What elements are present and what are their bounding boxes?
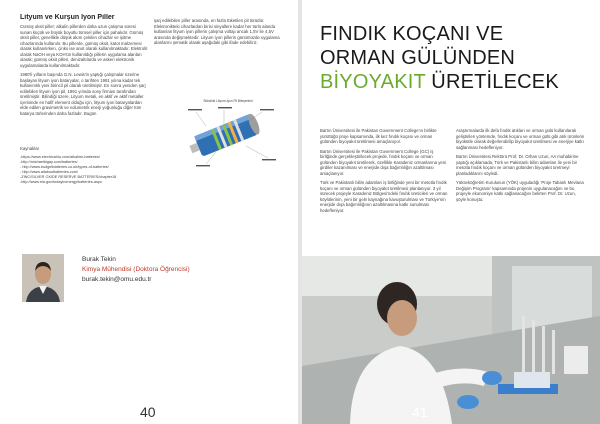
left-page bbox=[0, 0, 298, 424]
reference-item: -https://www.electrical4u.com/alkaline-batteries/ bbox=[20, 154, 100, 159]
left-column-1 bbox=[20, 14, 148, 164]
right-column-2 bbox=[456, 128, 586, 256]
lab-photo bbox=[302, 256, 600, 424]
title-line-3 bbox=[320, 70, 590, 94]
page-number: 40 bbox=[140, 404, 156, 420]
battery-diagram-svg bbox=[176, 96, 280, 174]
title-line-2: ORMAN GÜLÜNDEN bbox=[320, 47, 516, 69]
section-heading: Lityum ve Kurşun İyon Piller bbox=[20, 14, 115, 21]
right-page bbox=[302, 0, 600, 424]
paragraph: Araştırmalarda ilk defa fındık atıkları ve orman gülü kullanılarak geliştirilen yöntemde, fındık koçanı ve orman gülü gibi atık ürünlerin biyokütle olarak değerlendirilip biyoyakıt üretilmesi ve enerjiye katkı sağlanması hedefleniyor. bbox=[456, 128, 585, 150]
reference-item: -http://www.eia.gov/todayinenergy/batteries-aspx bbox=[20, 179, 102, 184]
right-column-1 bbox=[320, 128, 448, 256]
paragraph: Türk ve Pakistanlı bilim adamları iş birliğinde yeni bir metotla fındık koçanı ve orman gülünden biyoyakıt üretilmesi planlanıyor. 3 yıl sürecek projeyle Karadeniz Bölgesi'ndeki fındık üreticileri ve orman köylülerinin, yeni bir gelir kaynağına kavuşturulması ve Türkiye'nin enerjide dışa bağımlılığının azaltılmasına katkı sunulması hedefleniyor. bbox=[320, 180, 448, 213]
author-title: Kimya Mühendisi (Doktora Öğrencisi) bbox=[82, 266, 190, 273]
paragraph: şarj edilebilen piller arasında, en fazla tüketilen pil türüdür. Elektronikteki cihazlardan birisi sinyallere kadar her türlü alanda kullanılan lityum iyon pillerin çalışma voltajı ancak 1,5V ile 4,5V arasında değişmektedir. Lityum iyon pillerin günümüzde uygulama alanlarını şematik olarak aşağıdaki gibi ifade edebiliriz. bbox=[154, 18, 280, 45]
paragraph: Cümüş oksit piller; alkalin pillerden daha uzun çalışma süresi sunan küçük ve büyük boyutlu tümsel piller için pahalıdır. Gümüş oksit piller, genellikle düşük akım çekilen cihazlar ve işitme cihazlarında kullanılır. Bu pillerde, gümüş oksit, katot malzemesi olarak kullanılırken, çinko ise anot olarak kullanılmaktadır. Elektrolit olarak NaOH veya KOH'ün kullanıldığı pillerin uygulama alanları olarak; gümüş oksit pilleri, denizaltılarda ve askeri elektronik uygulamalarda kullanılmaktadır. bbox=[20, 24, 148, 68]
article-title bbox=[320, 22, 590, 94]
author-email[interactable]: burak.tekin@omu.edu.tr bbox=[82, 276, 152, 283]
paragraph: Bartın Üniversitesi ile Pakistan Government College (GC) iş birliğinde gerçekleştirilecek projede, fındık koçanı ve orman gülünden biyoyakıt üretilerek, özellikle Karadeniz ormanlarına yeni girdiler kazanılması ve enerjide dışa bağımlılığın azaltılması amaçlanıyor. bbox=[320, 148, 447, 176]
diagram-title: Silindirik Lityum-İyon Pil Bileşenleri bbox=[203, 99, 253, 103]
reference-item: -http://michaelbigay.com/batteries/ bbox=[20, 159, 78, 164]
battery-diagram bbox=[176, 96, 280, 174]
title-line-1: FINDIK KOÇANI VE bbox=[320, 23, 504, 45]
author-block bbox=[22, 254, 282, 306]
page-number: 41 bbox=[412, 404, 428, 420]
avatar bbox=[22, 254, 64, 302]
author-name: Burak Tekin bbox=[82, 256, 116, 263]
references-title: Kaynaklar bbox=[20, 146, 40, 151]
reference-item: - http://www.allaboutbatteries.com/ bbox=[20, 169, 79, 174]
reference-item: -ZINC/SILVER OXIDE RESERVE BATTERIES/chapter18 bbox=[20, 174, 117, 179]
paragraph: 1980'li yılların başında G.N. Lewis'in yaptığı çalışmalar üzerine başlayan lityum iyon bataryalar, o tarihten 1991 yılına kadar tek kullanımlık yeni birincil pil olarak üretilmiştir. En sonra yeniden şarj edilebilen lityum iyon pil, 1991 yılında sony firması tarafından üretilmiştir. Bilindiği üzere, Lityum metali, en aktif ve aktif metaller içerisinde en hafif element olduğu için, lityum iyon bataryalardan elde edilen gravimetrik ve volumetrik enerji yoğunluğu diğer tüm batarya türlerinden daha fazladır. Bugün bbox=[20, 72, 146, 116]
paragraph: Bartın Üniversitesi ile Pakistan Government College'ın birlikte yürüttüğü proje kapsamında, ilk kez fındık koçanı ve orman gülünden biyoyakıt üretilmesi amaçlanıyor. bbox=[320, 128, 437, 144]
references bbox=[20, 146, 170, 218]
paragraph: Bartın Üniversitesi Rektörü Prof. Dr. Orhan Uzun, AA muhabirine yaptığı açıklamada, Türk ve Pakistanlı bilim adamları ile yeni bir metotla fındık koçanı ve orman gülünden biyoyakıt üretmeyi planladıklarını söyledi. bbox=[456, 154, 579, 176]
left-column-2 bbox=[154, 18, 286, 92]
reference-item: - http://www.budgetbatteries.co.uk/types-of-batteries/ bbox=[20, 164, 109, 169]
paragraph: Yükseköğretim Kurulunun (YÖK) uyguladığı 'Proje Tabanlı Mevlana Değişim Programı' kapsamında projenin uygulanacağını ve bu projeyle ekonomiye katkı sağlanacağını belirten Prof. Dr. Uzun, şöyle konuştu: bbox=[456, 180, 584, 202]
title-line-3-rest: ÜRETİLECEK bbox=[425, 71, 559, 93]
title-highlight: BİYOYAKIT bbox=[320, 71, 426, 93]
